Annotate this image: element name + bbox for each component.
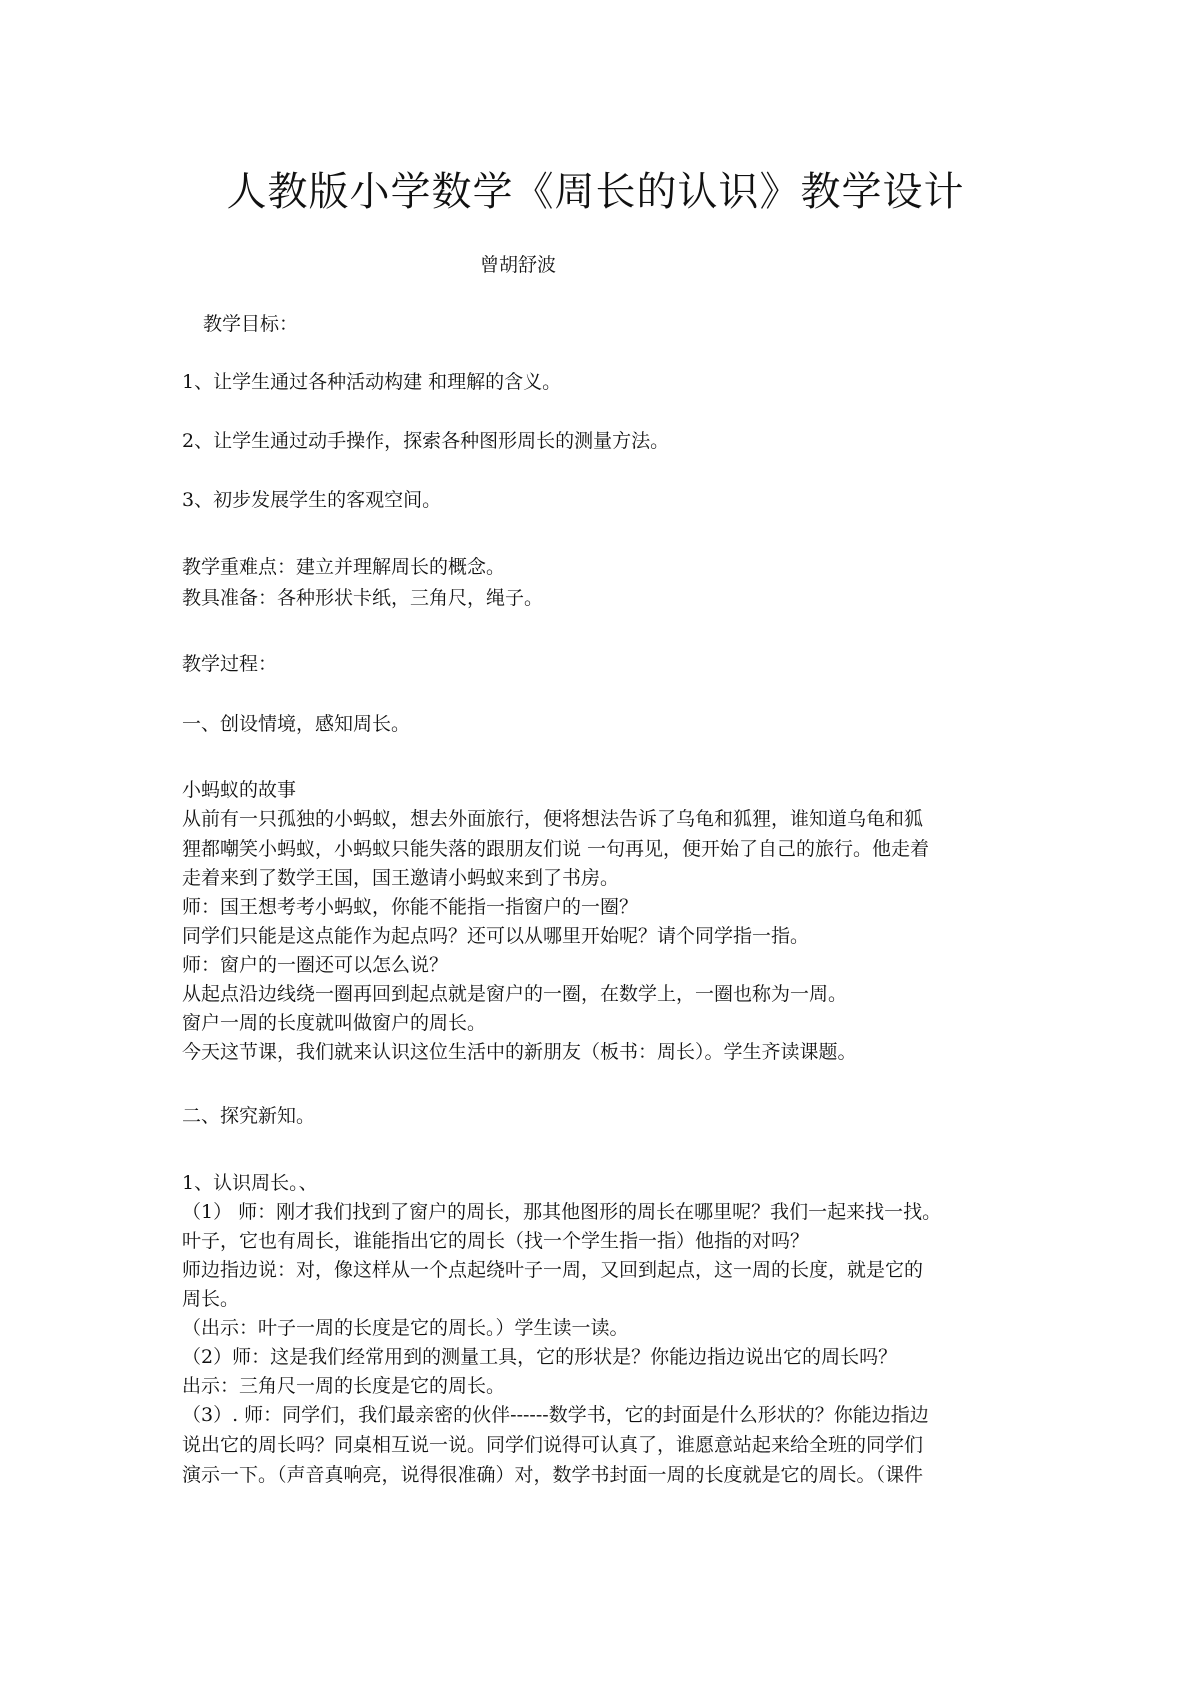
paragraph-line: 演示一下。（声音真响亮，说得很准确）对，数学书封面一周的长度就是它的周长。（课件 — [182, 1464, 924, 1486]
section-heading-process: 教学过程： — [182, 653, 278, 675]
subsection-heading: 1、认识周长。、 — [182, 1172, 318, 1194]
document-title: 人教版小学数学《周长的认识》教学设计 — [226, 169, 965, 215]
paragraph-line: （2）师：这是我们经常用到的测量工具，它的形状是？你能边指边说出它的周长吗？ — [182, 1346, 898, 1368]
paragraph-line: （3）. 师：同学们，我们最亲密的伙伴------数学书，它的封面是什么形状的？你能边指边 — [182, 1404, 929, 1426]
key-points-line: 教学重难点：建立并理解周长的概念。 — [182, 556, 506, 578]
paragraph-line: 周长。 — [182, 1288, 240, 1310]
author-name: 曾胡舒波 — [480, 254, 557, 276]
objective-item: 1、让学生通过各种活动构建 和理解的含义。 — [182, 371, 562, 393]
section-heading-part-one: 一、创设情境，感知周长。 — [182, 713, 411, 735]
objective-item: 3、初步发展学生的客观空间。 — [182, 489, 442, 511]
paragraph-line: 叶子，它也有周长，谁能指出它的周长（找一个学生指一指）他指的对吗？ — [182, 1230, 810, 1252]
section-heading-part-two: 二、探究新知。 — [182, 1105, 316, 1127]
section-heading-objectives: 教学目标： — [203, 313, 299, 335]
paragraph-line: 师边指边说：对，像这样从一个点起绕叶子一周，又回到起点，这一周的长度，就是它的 — [182, 1259, 924, 1281]
paragraph-line: （1） 师：刚才我们找到了窗户的周长，那其他图形的周长在哪里呢？我们一起来找一找。 — [182, 1201, 942, 1223]
paragraph-line: 师：窗户的一圈还可以怎么说？ — [182, 954, 449, 976]
objective-item: 2、让学生通过动手操作，探索各种图形周长的测量方法。 — [182, 430, 670, 452]
paragraph-line: 师：国王想考考小蚂蚁，你能不能指一指窗户的一圈？ — [182, 896, 639, 918]
paragraph-line: 狸都嘲笑小蚂蚁，小蚂蚁只能失落的跟朋友们说 一句再见，便开始了自己的旅行。他走着 — [182, 838, 930, 860]
paragraph-line: 说出它的周长吗？同桌相互说一说。同学们说得可认真了，谁愿意站起来给全班的同学们 — [182, 1434, 924, 1456]
paragraph-line: 走着来到了数学王国，国王邀请小蚂蚁来到了书房。 — [182, 867, 620, 889]
paragraph-line: 从前有一只孤独的小蚂蚁，想去外面旅行，便将想法告诉了乌龟和狐狸，谁知道乌龟和狐 — [182, 808, 924, 830]
paragraph-line: 窗户一周的长度就叫做窗户的周长。 — [182, 1012, 487, 1034]
paragraph-line: 同学们只能是这点能作为起点吗？还可以从哪里开始呢？请个同学指一指。 — [182, 925, 810, 947]
paragraph-line: 今天这节课，我们就来认识这位生活中的新朋友（板书：周长）。学生齐读课题。 — [182, 1041, 857, 1063]
paragraph-line: 出示：三角尺一周的长度是它的周长。 — [182, 1375, 506, 1397]
story-title: 小蚂蚁的故事 — [182, 779, 297, 801]
paragraph-line: （出示：叶子一周的长度是它的周长。）学生读一读。 — [182, 1317, 629, 1339]
materials-line: 教具准备：各种形状卡纸，三角尺，绳子。 — [182, 587, 544, 609]
paragraph-line: 从起点沿边线绕一圈再回到起点就是窗户的一圈，在数学上，一圈也称为一周。 — [182, 983, 848, 1005]
